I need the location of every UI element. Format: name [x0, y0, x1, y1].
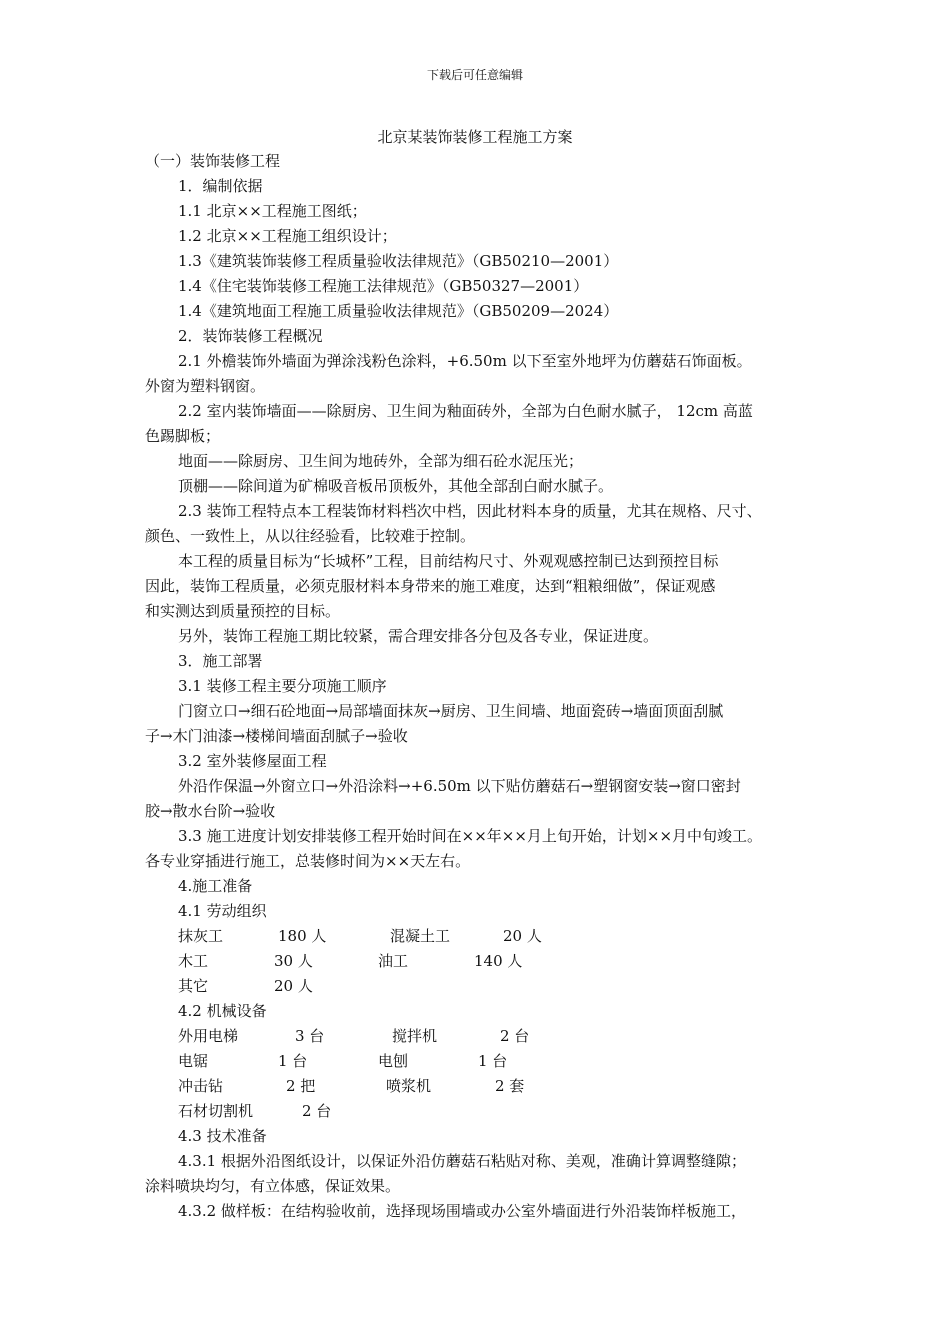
labor-trade: 其它	[178, 977, 209, 995]
paragraph-line: 3.1 装修工程主要分项施工顺序	[178, 677, 387, 695]
paragraph-line: 1.4《住宅装饰装修工程施工法律规范》（GB50327—2001）	[178, 277, 589, 295]
equipment-name: 电锯	[178, 1052, 209, 1070]
labor-trade: 抹灰工	[178, 927, 224, 945]
section-heading: （一）装饰装修工程	[145, 152, 281, 170]
equipment-qty: 2 把	[286, 1077, 316, 1095]
labor-count: 140 人	[474, 952, 523, 970]
paragraph-line: 色踢脚板；	[145, 427, 221, 445]
subsection-heading: 2．装饰装修工程概况	[178, 327, 323, 345]
equipment-qty: 1 台	[478, 1052, 508, 1070]
paragraph-line: 门窗立口→细石砼地面→局部墙面抹灰→厨房、卫生间墙、地面瓷砖→墙面顶面刮腻	[178, 702, 724, 720]
page-header: 下载后可任意编辑	[426, 68, 523, 82]
labor-trade: 混凝土工	[390, 927, 451, 945]
subsection-heading: 4.施工准备	[178, 877, 253, 895]
paragraph-line: 4.3.1 根据外沿图纸设计，以保证外沿仿蘑菇石粘贴对称、美观，准确计算调整缝隙；	[178, 1152, 746, 1170]
paragraph-line: 3.2 室外装修屋面工程	[178, 752, 327, 770]
paragraph-line: 和实测达到质量预控的目标。	[145, 602, 341, 620]
labor-count: 180 人	[278, 927, 327, 945]
paragraph-line: 因此，装饰工程质量，必须克服材料本身带来的施工难度，达到“粗粮细做”，保证观感	[145, 577, 716, 595]
labor-trade: 木工	[178, 952, 209, 970]
equipment-qty: 1 台	[278, 1052, 308, 1070]
paragraph-line: 1.4《建筑地面工程施工质量验收法律规范》（GB50209—2024）	[178, 302, 619, 320]
subsection-heading: 4.3 技术准备	[178, 1127, 267, 1145]
equipment-name: 搅拌机	[392, 1027, 438, 1045]
labor-count: 30 人	[274, 952, 313, 970]
subsection-heading: 4.2 机械设备	[178, 1002, 267, 1020]
subsection-heading: 3．施工部署	[178, 652, 263, 670]
paragraph-line: 外沿作保温→外窗立口→外沿涂料→+6.50m 以下贴仿蘑菇石→塑钢窗安装→窗口密封	[178, 777, 741, 795]
equipment-qty: 2 台	[302, 1102, 332, 1120]
paragraph-line: 胶→散水台阶→验收	[145, 802, 276, 820]
paragraph-line: 顶棚——除间道为矿棉吸音板吊顶板外，其他全部刮白耐水腻子。	[178, 477, 614, 495]
equipment-name: 冲击钻	[178, 1077, 224, 1095]
paragraph-line: 子→木门油漆→楼梯间墙面刮腻子→验收	[145, 727, 408, 745]
paragraph-line: 3.3 施工进度计划安排装修工程开始时间在××年××月上旬开始，计划××月中旬竣工。	[178, 827, 763, 845]
paragraph-line: 地面——除厨房、卫生间为地砖外，全部为细石砼水泥压光；	[178, 452, 584, 470]
paragraph-line: 2.2 室内装饰墙面——除厨房、卫生间为釉面砖外，全部为白色耐水腻子， 12cm 高蓝	[178, 402, 753, 420]
paragraph-line: 1.2 北京××工程施工组织设计；	[178, 227, 397, 245]
paragraph-line: 2.3 装饰工程特点本工程装饰材料档次中档，因此材料本身的质量，尤其在规格、尺寸、	[178, 502, 762, 520]
subsection-heading: 4.1 劳动组织	[178, 902, 267, 920]
paragraph-line: 1.1 北京××工程施工图纸；	[178, 202, 367, 220]
document-title: 北京某装饰装修工程施工方案	[377, 128, 573, 146]
equipment-name: 喷浆机	[386, 1077, 432, 1095]
labor-count: 20 人	[503, 927, 542, 945]
labor-count: 20 人	[274, 977, 313, 995]
paragraph-line: 另外，装饰工程施工期比较紧，需合理安排各分包及各专业，保证进度。	[178, 627, 659, 645]
paragraph-line: 本工程的质量目标为“长城杯”工程，目前结构尺寸、外观观感控制已达到预控目标	[178, 552, 719, 570]
paragraph-line: 涂料喷块均匀，有立体感，保证效果。	[145, 1177, 401, 1195]
equipment-qty: 2 台	[500, 1027, 530, 1045]
paragraph-line: 颜色、一致性上，从以往经验看，比较难于控制。	[145, 527, 476, 545]
equipment-name: 外用电梯	[178, 1027, 239, 1045]
equipment-name: 电刨	[378, 1052, 409, 1070]
paragraph-line: 4.3.2 做样板：在结构验收前，选择现场围墙或办公室外墙面进行外沿装饰样板施工，	[178, 1202, 746, 1220]
equipment-qty: 2 套	[495, 1077, 525, 1095]
paragraph-line: 2.1 外檐装饰外墙面为弹涂浅粉色涂料，+6.50m 以下至室外地坪为仿蘑菇石饰面板。	[178, 352, 752, 370]
paragraph-line: 外窗为塑料钢窗。	[145, 377, 266, 395]
paragraph-line: 1.3《建筑装饰装修工程质量验收法律规范》（GB50210—2001）	[178, 252, 619, 270]
labor-trade: 油工	[378, 952, 409, 970]
subsection-heading: 1．编制依据	[178, 177, 263, 195]
equipment-name: 石材切割机	[178, 1102, 254, 1120]
equipment-qty: 3 台	[295, 1027, 325, 1045]
paragraph-line: 各专业穿插进行施工，总装修时间为××天左右。	[145, 852, 471, 870]
